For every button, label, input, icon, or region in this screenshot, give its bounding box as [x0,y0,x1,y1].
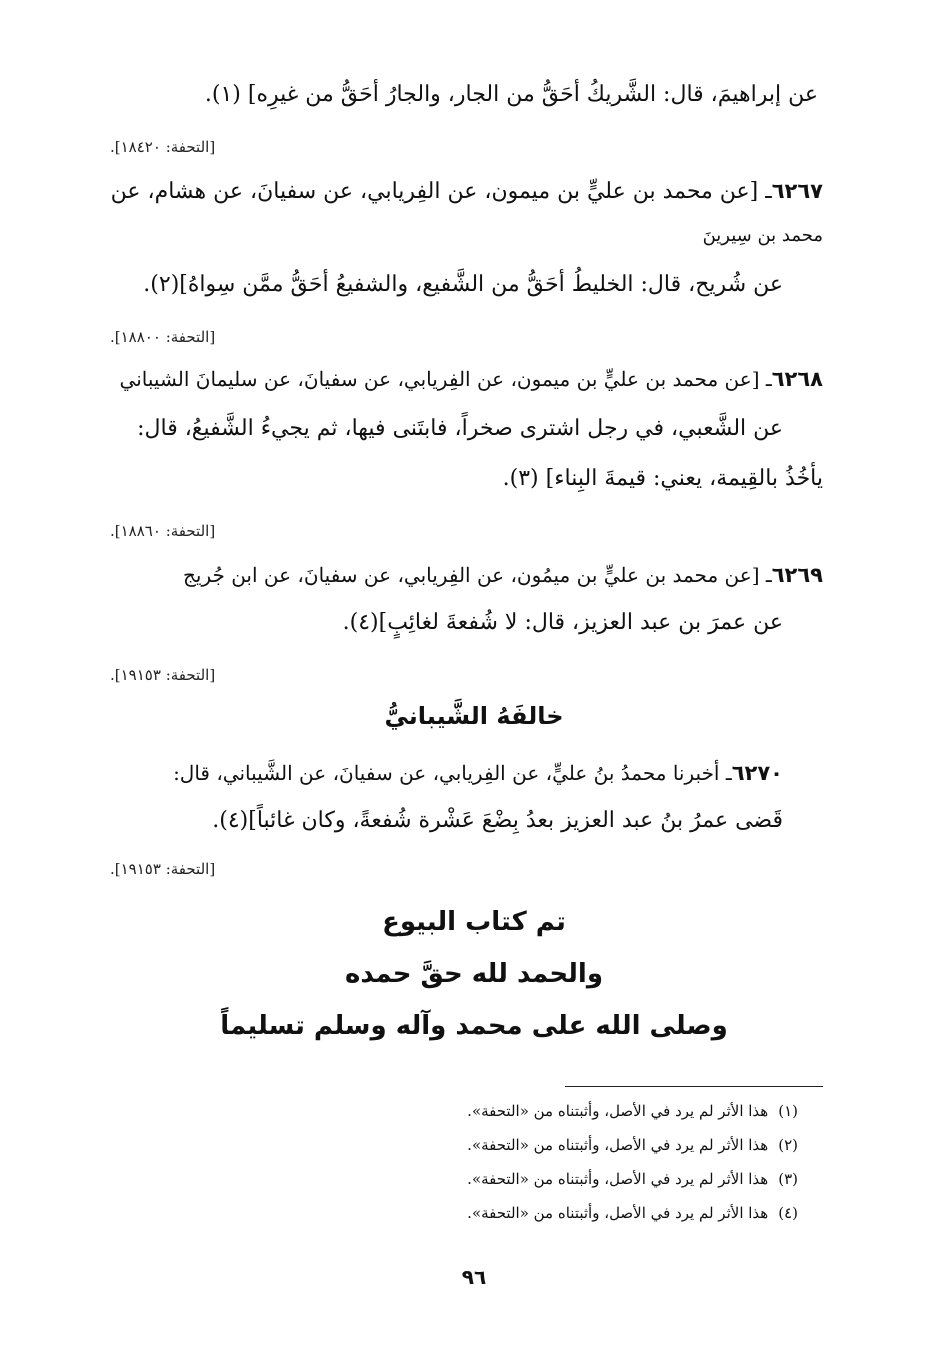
hadith-6269-line-1: ٦٢٦٩ـ [عن محمد بن عليٍّ بن ميمُون، عن الفِريابي، عن سفيانَ، عن ابن جُريج [182,563,823,587]
hadith-6269-line-2: عن عمرَ بن عبد العزيز، قال: لا شُفعةَ لغائِبٍ](٤). [342,610,783,635]
tuhfa-reference: [التحفة: ١٩١٥٣]. [110,666,216,684]
colophon-line-1: تم كتاب البيوع [382,907,566,937]
text-line: عن إبراهيمَ، قال: الشَّريكُ أحَقُّ من الجار، والجارُ أحَقُّ من غيرِه] (١). [204,82,818,107]
hadith-6268-line-3: يأخُذُ بالقِيمة، يعني: قيمةَ البِناء] (٣). [502,466,823,491]
tuhfa-reference: [التحفة: ١٨٨٦٠]. [110,522,216,540]
hadith-number: ٦٢٦٧ [771,179,823,203]
hadith-6268-line-1: ٦٢٦٨ـ [عن محمد بن عليٍّ بن ميمون، عن الفِريابي، عن سفيانَ، عن سليمانَ الشيباني [119,367,823,391]
hadith-6268-line-2: عن الشَّعبي، في رجل اشترى صخراً، فابتَنى فيها، ثم يجيءُ الشَّفيعُ، قال: [137,416,783,441]
hadith-6270-line-1: ٦٢٧٠ـ أخبرنا محمدُ بنُ عليٍّ، عن الفِريابي، عن سفيانَ، عن الشَّيباني، قال: [173,761,783,785]
footnote-divider [565,1086,823,1087]
section-heading: خالفَهُ الشَّيبانيُّ [384,702,564,730]
hadith-number: ٦٢٦٩ [771,563,823,587]
footnote-1: (١)هذا الأثر لم يرد في الأصل، وأثبتناه من «التحفة». [467,1102,798,1120]
colophon-line-3: وصلى الله على محمد وآله وسلم تسليماً [220,1011,728,1041]
hadith-6267-line-2: محمد بن سِيرينَ [702,225,823,246]
tuhfa-reference: [التحفة: ١٩١٥٣]. [110,860,216,878]
hadith-6267-line-1: ٦٢٦٧ـ [عن محمد بن عليٍّ بن ميمون، عن الفِريابي، عن سفيانَ، عن هشام، عن [110,179,823,204]
tuhfa-reference: [التحفة: ١٨٤٢٠]. [110,138,216,156]
colophon-line-2: والحمد لله حقَّ حمده [344,959,604,989]
tuhfa-reference: [التحفة: ١٨٨٠٠]. [110,328,216,346]
footnote-2: (٢)هذا الأثر لم يرد في الأصل، وأثبتناه من «التحفة». [467,1136,798,1154]
hadith-number: ٦٢٦٨ [771,367,823,391]
footnote-3: (٣)هذا الأثر لم يرد في الأصل، وأثبتناه من «التحفة». [467,1170,798,1188]
hadith-6267-line-3: عن شُريح، قال: الخليطُ أحَقُّ من الشَّفيع، والشفيعُ أحَقُّ ممَّن سِواهُ](٢). [143,272,783,297]
hadith-number: ٦٢٧٠ [731,761,783,785]
page-number: ٩٦ [461,1265,487,1289]
footnote-4: (٤)هذا الأثر لم يرد في الأصل، وأثبتناه من «التحفة». [467,1204,798,1222]
hadith-6270-line-2: قَضى عمرُ بنُ عبد العزيز بعدُ بِضْعَ عَشْرة شُفعةً، وكان غائباً](٤). [212,808,783,833]
